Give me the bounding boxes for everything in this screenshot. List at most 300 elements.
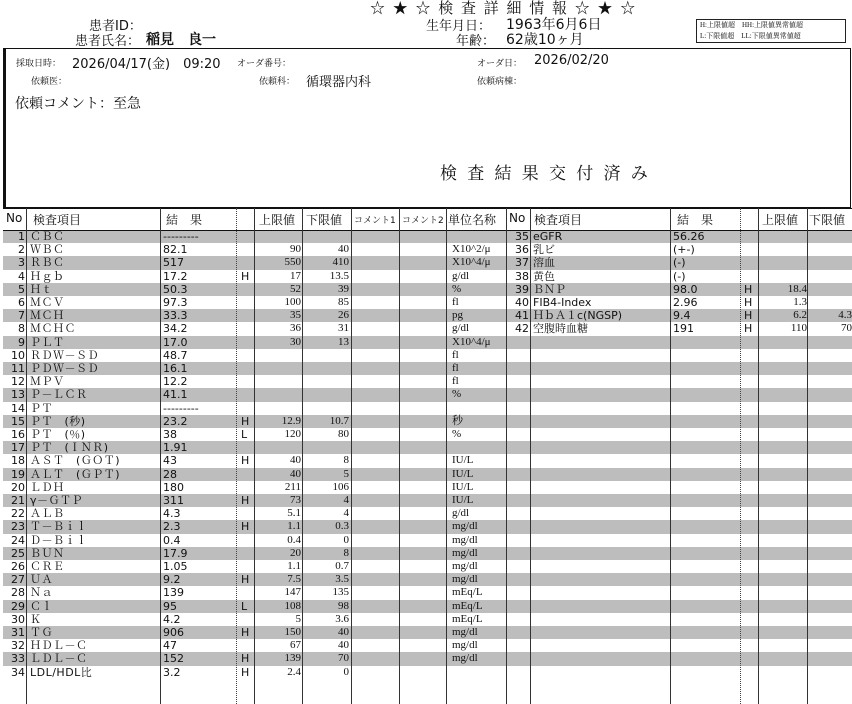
- unit-name: mg/dl: [452, 560, 478, 572]
- upper-limit: 36: [290, 322, 301, 335]
- unit-name: %: [452, 282, 462, 295]
- order-date-value: 2026/02/20: [534, 53, 609, 68]
- row-number: 12: [11, 375, 25, 389]
- col-comment1: コメント1: [354, 216, 396, 226]
- upper-limit: 73: [290, 494, 301, 506]
- table-row: [3, 666, 852, 679]
- upper-limit: 35: [290, 309, 301, 322]
- collect-value: 2026/04/17(金) 09:20: [72, 57, 221, 72]
- row-number: 35: [515, 230, 529, 243]
- lower-limit: 10.7: [329, 414, 349, 427]
- test-result: 23.2: [163, 414, 188, 428]
- row-number: 42: [515, 322, 529, 336]
- lower-limit: 98: [338, 599, 349, 612]
- upper-limit: 211: [284, 480, 301, 493]
- test-result: 41.1: [163, 388, 188, 402]
- test-item-name: Ｄ－Ｂｉｌ: [30, 533, 88, 547]
- table-row: [3, 481, 852, 494]
- test-result: 1.05: [163, 560, 188, 573]
- unit-name: 秒: [452, 414, 463, 427]
- row-number: 7: [18, 309, 25, 323]
- doctor-label: 依頼医：: [31, 76, 68, 86]
- row-number: 8: [18, 322, 25, 336]
- test-item-name: ＬＤＬ－Ｃ: [30, 652, 88, 666]
- unit-name: g/dl: [452, 269, 470, 282]
- report-title: ☆ ★ ☆ 検 査 詳 細 情 報 ☆ ★ ☆: [370, 1, 638, 17]
- test-result: 4.3: [163, 507, 181, 521]
- test-item-name: ＨｂＡ１c(NGSP): [533, 309, 622, 323]
- test-result: 191: [673, 322, 694, 336]
- upper-limit: 120: [284, 428, 301, 440]
- col-divider: [807, 208, 808, 704]
- test-item-name: 空腹時血糖: [533, 322, 588, 336]
- test-item-name: 乳ビ: [533, 243, 555, 257]
- lower-limit: 31: [338, 322, 349, 335]
- test-result: (+-): [673, 243, 695, 257]
- abnormal-flag: L: [241, 599, 248, 613]
- test-item-name: 溶血: [533, 256, 555, 270]
- test-item-name: Ｋ: [30, 612, 42, 626]
- row-number: 39: [515, 282, 529, 296]
- unit-name: fl: [452, 375, 459, 388]
- row-number: 6: [18, 296, 25, 309]
- test-item-name: ＭＣＨ: [30, 309, 65, 323]
- table-row: [3, 362, 852, 375]
- test-result: 50.3: [163, 282, 188, 296]
- lower-limit: 39: [338, 282, 349, 295]
- table-row: [3, 626, 852, 639]
- table-header: [3, 208, 852, 231]
- order-info-box: [3, 48, 851, 208]
- unit-name: mg/dl: [452, 573, 478, 586]
- table-row: [3, 270, 852, 283]
- table-row: [3, 613, 852, 626]
- upper-limit: 100: [284, 296, 301, 308]
- test-result: (-): [673, 269, 686, 283]
- test-result: 28: [163, 467, 177, 481]
- abnormal-flag: H: [241, 626, 250, 639]
- abnormal-flag: H: [241, 573, 250, 587]
- test-item-name: 黄色: [533, 269, 555, 283]
- lower-limit: 4: [343, 507, 349, 520]
- upper-limit: 7.5: [287, 573, 301, 586]
- upper-limit: 1.1: [287, 560, 301, 572]
- test-item-name: ＡＬＴ (ＧＰＴ): [30, 467, 121, 481]
- unit-name: IU/L: [452, 480, 474, 493]
- col-divider: [351, 208, 352, 704]
- test-item-name: ＲＢＣ: [30, 256, 65, 270]
- col-divider: [740, 208, 741, 704]
- row-number: 5: [18, 282, 25, 296]
- unit-name: IU/L: [452, 454, 474, 467]
- test-item-name: ＢＮＰ: [533, 282, 566, 296]
- test-result: 517: [163, 256, 184, 270]
- row-number: 40: [515, 296, 529, 309]
- col-divider: [758, 208, 759, 704]
- test-result: 17.9: [163, 546, 188, 560]
- upper-limit: 110: [790, 322, 807, 335]
- col-comment2: コメント2: [402, 216, 444, 226]
- test-item-name: ＵＡ: [30, 573, 53, 587]
- col-upper: 上限値: [259, 213, 296, 227]
- lower-limit: 106: [332, 480, 349, 493]
- test-item-name: ＴＧ: [30, 626, 53, 639]
- row-number: 23: [11, 520, 25, 534]
- unit-name: fl: [452, 296, 459, 308]
- age-label: 年齢：: [456, 34, 496, 49]
- test-item-name: ＰＤＷ－ＳＤ: [30, 362, 99, 375]
- test-item-name: ＣＲＥ: [30, 560, 65, 573]
- table-row: [3, 322, 852, 335]
- upper-limit: 12.9: [281, 414, 301, 427]
- test-result: 152: [163, 652, 184, 666]
- lower-limit: 85: [338, 296, 349, 308]
- test-item-name: Ｈｇｂ: [30, 269, 65, 283]
- table-row: [3, 441, 852, 454]
- row-number: 14: [11, 401, 25, 415]
- col-no2: No: [509, 211, 526, 225]
- test-result: 38: [163, 428, 177, 441]
- upper-limit: 6.2: [793, 309, 807, 322]
- upper-limit: 0.4: [287, 533, 301, 546]
- upper-limit: 1.1: [287, 520, 301, 533]
- unit-name: mEq/L: [452, 612, 483, 625]
- unit-name: IU/L: [452, 467, 474, 480]
- test-item-name: ＰＴ (秒): [30, 414, 86, 428]
- row-number: 11: [11, 362, 25, 375]
- table-row: [3, 336, 852, 349]
- test-result: ---------: [163, 230, 199, 243]
- unit-name: g/dl: [452, 507, 470, 520]
- test-result: 4.2: [163, 612, 181, 626]
- col-item2: 検査項目: [534, 213, 583, 227]
- upper-limit: 17: [290, 269, 301, 282]
- order-no-label: オーダ番号：: [237, 58, 292, 68]
- test-result: 17.0: [163, 335, 188, 349]
- row-number: 24: [11, 533, 25, 547]
- delivered-stamp: 検 査 結 果 交 付 済 み: [440, 164, 651, 183]
- test-result: 47: [163, 639, 177, 653]
- test-item-name: ＲＤＷ－ＳＤ: [30, 348, 99, 362]
- col-divider: [670, 208, 671, 704]
- patient-name: 稲見 良一: [146, 32, 216, 48]
- lower-limit: 0.7: [335, 560, 349, 572]
- test-item-name: LDL/HDL比: [30, 665, 93, 679]
- abnormal-flag: H: [241, 652, 250, 666]
- row-number: 13: [11, 388, 25, 402]
- upper-limit: 40: [290, 467, 301, 480]
- test-item-name: ＷＢＣ: [30, 243, 65, 257]
- test-result: 82.1: [163, 243, 188, 257]
- lower-limit: 40: [338, 243, 349, 256]
- test-item-name: ＡＬＢ: [30, 507, 65, 521]
- table-row: [3, 652, 852, 665]
- col-upper2: 上限値: [762, 213, 799, 227]
- col-lower2: 下限値: [809, 213, 846, 227]
- test-item-name: ＢＵＮ: [30, 546, 65, 560]
- test-result: 9.4: [673, 309, 691, 323]
- col-divider: [530, 208, 531, 704]
- test-result: 34.2: [163, 322, 188, 336]
- table-row: [3, 230, 852, 243]
- unit-name: mg/dl: [452, 533, 478, 546]
- table-row: [3, 243, 852, 256]
- lower-limit: 70: [338, 652, 349, 665]
- lower-limit: 410: [332, 256, 349, 269]
- col-result2: 結 果: [677, 213, 714, 227]
- upper-limit: 20: [290, 546, 301, 559]
- row-number: 19: [11, 467, 25, 481]
- test-result: 2.96: [673, 296, 698, 309]
- upper-limit: 139: [284, 652, 301, 665]
- test-result: 98.0: [673, 282, 698, 296]
- ward-label: 依頼病棟：: [477, 76, 523, 86]
- row-number: 32: [11, 639, 25, 653]
- abnormal-flag: H: [241, 520, 250, 534]
- patient-id-label: 患者ID：: [89, 19, 142, 34]
- legend-line-high: H:上限値超 HH:上限値異常値超: [700, 21, 804, 29]
- test-item-name: ＭＣＨＣ: [30, 322, 76, 336]
- lower-limit: 3.5: [335, 573, 349, 586]
- dept-label: 依頼科：: [259, 76, 296, 86]
- row-number: 33: [11, 652, 25, 666]
- test-result: 3.2: [163, 665, 181, 679]
- abnormal-flag: H: [744, 322, 753, 336]
- row-number: 34: [11, 665, 25, 679]
- lower-limit: 8: [343, 546, 349, 559]
- col-divider: [254, 208, 255, 704]
- test-item-name: ＡＳＴ (ＧＯＴ): [30, 454, 121, 468]
- test-result: 139: [163, 586, 184, 600]
- upper-limit: 30: [290, 335, 301, 348]
- row-number: 37: [515, 256, 529, 270]
- col-result: 結 果: [166, 213, 203, 227]
- test-item-name: Ｎａ: [30, 586, 53, 600]
- test-item-name: Ｐ－ＬＣＲ: [30, 388, 88, 402]
- unit-name: pg: [452, 309, 463, 322]
- unit-name: fl: [452, 348, 459, 361]
- upper-limit: 2.4: [287, 665, 301, 678]
- upper-limit: 40: [290, 454, 301, 467]
- lower-limit: 40: [338, 626, 349, 638]
- test-item-name: eGFR: [533, 230, 563, 243]
- table-row: [3, 454, 852, 467]
- test-result: 9.2: [163, 573, 181, 587]
- row-number: 10: [11, 348, 25, 362]
- row-number: 3: [18, 256, 25, 270]
- test-item-name: ＣＢＣ: [30, 230, 65, 243]
- upper-limit: 147: [284, 586, 301, 599]
- table-row: [3, 507, 852, 520]
- lower-limit: 0.3: [335, 520, 349, 533]
- lower-limit: 70: [841, 322, 852, 335]
- upper-limit: 108: [284, 599, 301, 612]
- table-row: [3, 428, 852, 441]
- row-number: 36: [515, 243, 529, 257]
- unit-name: X10^4/μ: [452, 256, 491, 269]
- col-item: 検査項目: [33, 213, 82, 227]
- abnormal-flag: H: [241, 414, 250, 428]
- lower-limit: 0: [343, 665, 349, 678]
- table-row: [3, 375, 852, 388]
- upper-limit: 5: [295, 612, 301, 625]
- lower-limit: 13: [338, 335, 349, 348]
- table-row: [3, 600, 852, 613]
- col-no: No: [6, 211, 23, 225]
- abnormal-flag: H: [744, 296, 753, 309]
- test-item-name: γ－ＧＴＰ: [30, 494, 84, 507]
- abnormal-flag: H: [744, 282, 753, 296]
- test-result: 311: [163, 494, 184, 507]
- unit-name: mg/dl: [452, 652, 478, 665]
- test-item-name: ＰＬＴ: [30, 335, 65, 349]
- row-number: 29: [11, 599, 25, 613]
- col-lower: 下限値: [306, 213, 343, 227]
- patient-name-label: 患者氏名：: [75, 34, 141, 49]
- row-number: 20: [11, 480, 25, 494]
- row-number: 30: [11, 612, 25, 626]
- unit-name: X10^2/μ: [452, 243, 491, 256]
- upper-limit: 1.3: [793, 296, 807, 308]
- lower-limit: 0: [343, 533, 349, 546]
- row-number: 27: [11, 573, 25, 587]
- row-number: 2: [18, 243, 25, 257]
- test-result: ---------: [163, 401, 199, 415]
- upper-limit: 90: [290, 243, 301, 256]
- col-unit: 単位名称: [448, 213, 497, 227]
- test-result: 48.7: [163, 348, 188, 362]
- row-number: 25: [11, 546, 25, 560]
- row-number: 22: [11, 507, 25, 521]
- table-row: [3, 468, 852, 481]
- upper-limit: 18.4: [787, 282, 807, 295]
- table-row: [3, 296, 852, 309]
- col-divider: [506, 208, 507, 704]
- upper-limit: 52: [290, 282, 301, 295]
- test-result: 0.4: [163, 533, 181, 547]
- age-value: 62歳10ヶ月: [506, 32, 584, 48]
- flag-legend: [696, 19, 846, 43]
- row-number: 38: [515, 269, 529, 283]
- unit-name: mEq/L: [452, 599, 483, 612]
- lower-limit: 80: [338, 428, 349, 440]
- row-number: 41: [515, 309, 529, 323]
- abnormal-flag: H: [241, 269, 250, 283]
- lower-limit: 4.3: [838, 309, 852, 322]
- unit-name: %: [452, 388, 462, 401]
- lower-limit: 8: [343, 454, 349, 467]
- test-item-name: ＰＴ (ＩＮＲ): [30, 441, 109, 455]
- test-result: 180: [163, 480, 184, 494]
- row-number: 16: [11, 428, 25, 441]
- table-row: [3, 573, 852, 586]
- abnormal-flag: H: [744, 309, 753, 323]
- legend-line-low: L:下限値超 LL:下限値異常値超: [700, 32, 801, 40]
- collect-label: 採取日時：: [16, 58, 62, 68]
- dob-value: 1963年6月6日: [506, 17, 602, 33]
- results-table: [3, 208, 852, 704]
- row-number: 31: [11, 626, 25, 639]
- unit-name: mg/dl: [452, 546, 478, 559]
- lower-limit: 26: [338, 309, 349, 322]
- lower-limit: 135: [332, 586, 349, 599]
- upper-limit: 150: [284, 626, 301, 638]
- test-item-name: Ｃｌ: [30, 599, 53, 613]
- col-divider: [399, 208, 400, 704]
- test-result: (-): [673, 256, 686, 270]
- test-item-name: Ｈｔ: [30, 282, 53, 296]
- row-number: 4: [18, 269, 25, 283]
- test-result: 12.2: [163, 375, 188, 389]
- lower-limit: 40: [338, 639, 349, 652]
- col-divider: [446, 208, 447, 704]
- table-row: [3, 388, 852, 401]
- abnormal-flag: H: [241, 454, 250, 468]
- lower-limit: 5: [343, 467, 349, 480]
- abnormal-flag: H: [241, 494, 250, 507]
- test-item-name: Ｔ－Ｂｉｌ: [30, 520, 88, 534]
- test-result: 17.2: [163, 269, 188, 283]
- table-row: [3, 309, 852, 322]
- test-item-name: ＭＣＶ: [30, 296, 65, 309]
- test-result: 97.3: [163, 296, 188, 309]
- row-number: 28: [11, 586, 25, 600]
- test-result: 16.1: [163, 362, 188, 375]
- dob-label: 生年月日：: [426, 19, 492, 34]
- lower-limit: 4: [343, 494, 349, 506]
- col-divider: [160, 208, 161, 704]
- unit-name: mg/dl: [452, 520, 478, 533]
- unit-name: mg/dl: [452, 639, 478, 652]
- table-row: [3, 639, 852, 652]
- unit-name: mEq/L: [452, 586, 483, 599]
- row-number: 9: [18, 335, 25, 349]
- test-item-name: ＰＴ: [30, 401, 53, 415]
- table-row: [3, 283, 852, 296]
- test-result: 95: [163, 599, 177, 613]
- test-result: 43: [163, 454, 177, 468]
- test-item-name: ＭＰＶ: [30, 375, 65, 389]
- lower-limit: 13.5: [329, 269, 349, 282]
- upper-limit: 5.1: [287, 507, 301, 520]
- upper-limit: 550: [284, 256, 301, 269]
- test-result: 2.3: [163, 520, 181, 534]
- unit-name: fl: [452, 362, 459, 374]
- abnormal-flag: H: [241, 665, 250, 679]
- col-divider: [236, 208, 237, 704]
- test-item-name: ＬＤＨ: [30, 480, 65, 494]
- upper-limit: 67: [290, 639, 301, 652]
- test-result: 56.26: [673, 230, 705, 243]
- abnormal-flag: L: [241, 428, 248, 441]
- request-comment: 依頼コメント：至急: [15, 96, 141, 112]
- row-number: 18: [11, 454, 25, 468]
- unit-name: mg/dl: [452, 626, 478, 638]
- table-row: [3, 586, 852, 599]
- table-row: [3, 256, 852, 269]
- unit-name: g/dl: [452, 322, 470, 335]
- unit-name: X10^4/μ: [452, 335, 491, 348]
- col-divider: [26, 208, 27, 704]
- col-divider: [302, 208, 303, 704]
- test-result: 906: [163, 626, 184, 639]
- table-row: [3, 534, 852, 547]
- row-number: 15: [11, 414, 25, 428]
- row-number: 26: [11, 560, 25, 573]
- table-row: [3, 415, 852, 428]
- row-number: 21: [11, 494, 25, 507]
- test-result: 1.91: [163, 441, 188, 455]
